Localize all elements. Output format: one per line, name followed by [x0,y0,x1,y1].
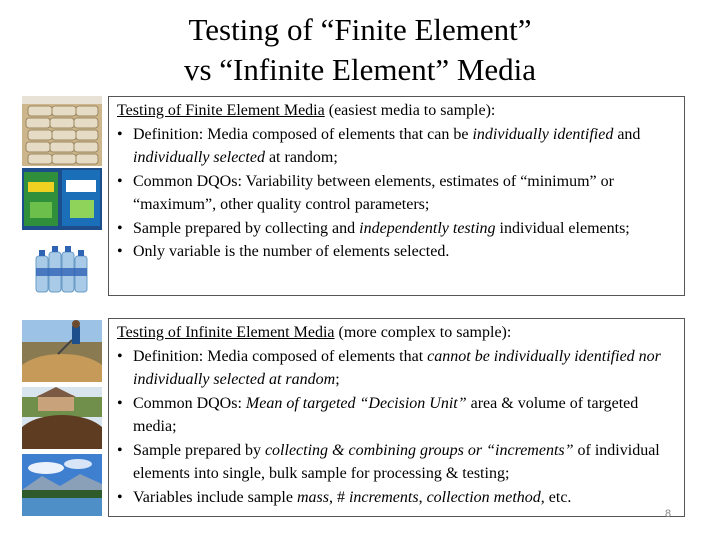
bullet-text [133,348,661,389]
fertilizer-bags-photo [22,168,102,230]
text-run: Common DQOs: [133,394,246,412]
title-line-2: vs “Infinite Element” Media [183,52,537,87]
text-run: Definition: Media composed of elements that [133,347,428,365]
text-run: individual elements; [495,219,630,237]
bullet-text [133,243,449,260]
bagged-material-photo [22,96,102,166]
soil-shoveling-photo [22,320,102,382]
text-run: area & volume of targeted media; [133,394,639,435]
bullet-marker: • [117,347,123,365]
italic-text-run: increments [348,488,419,506]
italic-text-run: cannot be individually identified nor individually selected at random [133,347,661,388]
finite-heading-underlined: Testing of Finite Element Media [117,102,325,119]
text-run: Sample prepared by collecting and [133,219,360,237]
lake-landscape-photo [22,454,102,516]
infinite-heading-underlined: Testing of Infinite Element Media [117,324,335,341]
water-bottles-photo [32,238,94,296]
bullet-marker: • [117,243,123,260]
finite-bullet-list [117,123,676,264]
list-item [117,170,676,217]
finite-media-heading [117,99,676,123]
bullet-text [133,442,660,483]
text-run: Only variable is the number of elements selected. [133,243,450,260]
page-number: 8 [665,508,672,520]
slide-title [0,10,720,90]
text-run: and [613,125,641,143]
list-item [117,345,676,392]
house-soil-pile-photo [22,387,102,449]
italic-text-run: Mean of targeted “Decision Unit” [245,394,467,412]
infinite-media-box [108,318,685,517]
bullet-marker: • [117,394,123,412]
text-run: ; [335,371,340,388]
list-item [117,123,676,170]
infinite-heading-rest: (more complex to sample): [334,324,512,341]
list-item [117,217,676,241]
infinite-media-heading [117,321,676,345]
italic-text-run: individually selected [133,149,265,166]
bullet-marker: • [117,441,123,459]
bullet-text [133,173,614,214]
text-run: Definition: Media composed of elements that can be [133,125,473,143]
bullet-marker: • [117,219,123,237]
bullet-text [133,126,640,167]
list-item [117,392,676,439]
infinite-bullet-list [117,345,676,510]
list-item [117,240,676,264]
list-item [117,486,676,510]
italic-text-run: individually identified [472,125,614,143]
list-item [117,439,676,486]
finite-media-box [108,96,685,296]
text-run: , [418,488,427,506]
italic-text-run: mass [296,488,329,506]
bullet-marker: • [117,172,123,190]
italic-text-run: collecting & combining groups or “increments” [264,441,574,459]
text-run: Common DQOs: Variability between elements, estimates of “minimum” or “maximum”, other quality control parameters; [133,172,614,213]
bullet-text [133,220,630,237]
text-run: , etc. [540,488,572,506]
text-run: at random; [264,149,338,166]
bullet-text [133,395,638,436]
text-run: Variables include sample [133,488,297,506]
text-run: of individual elements into single, bulk sample for processing & testing; [133,441,660,482]
text-run: Sample prepared by [133,441,265,459]
bullet-marker: • [117,125,123,143]
bullet-text [133,489,571,506]
title-line-1: Testing of “Finite Element” [188,12,532,47]
italic-text-run: independently testing [359,219,496,237]
bullet-marker: • [117,488,123,506]
text-run: , # [328,488,349,506]
finite-heading-rest: (easiest media to sample): [324,102,496,119]
italic-text-run: collection method [426,488,541,506]
